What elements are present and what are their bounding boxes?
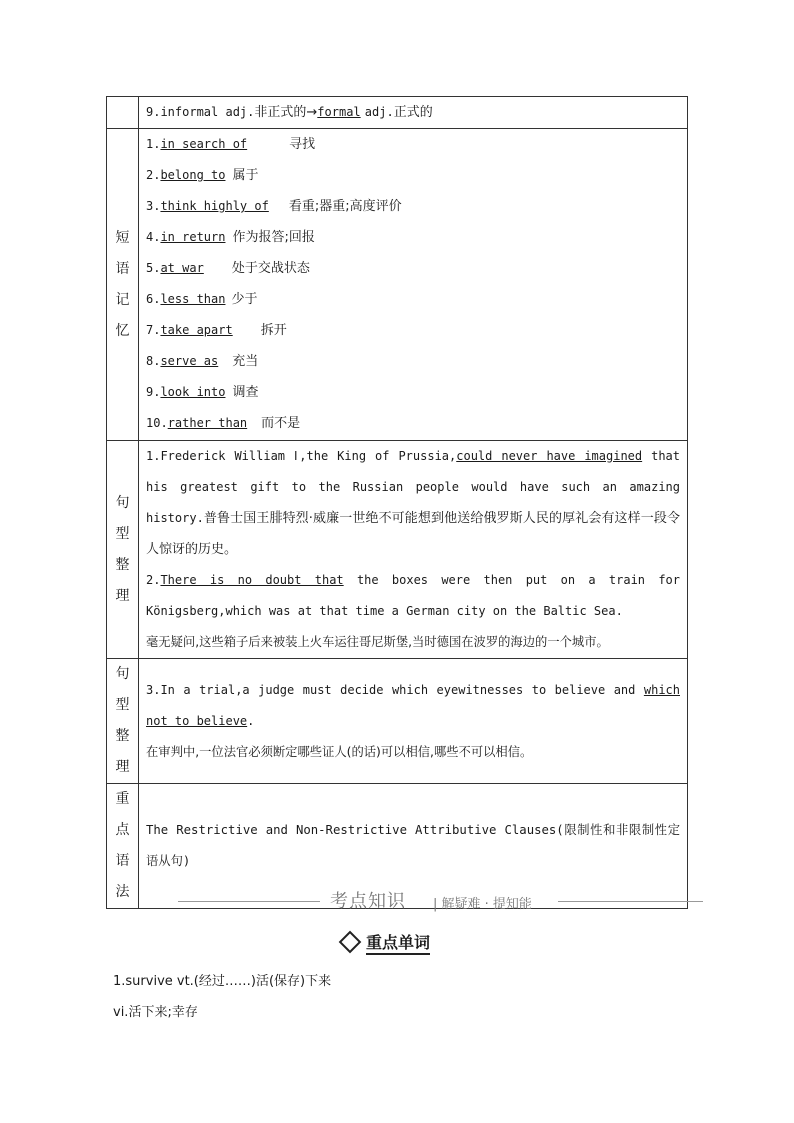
word-entry-line: vi.活下来;幸存	[113, 1005, 198, 1020]
phrase-chinese: 作为报答;回报	[232, 230, 315, 245]
entry-english-2: adj.	[364, 105, 394, 119]
phrase-number: 6.	[146, 292, 161, 306]
sentence-translation: 在审判中,一位法官必须断定哪些证人(的话)可以相信,哪些不可以相信。	[146, 744, 533, 759]
sentence-text: .	[247, 713, 255, 728]
entry-chinese: 非正式的	[254, 105, 307, 120]
grammar-label-cell	[107, 784, 139, 909]
phrase-chinese: 而不是	[261, 416, 301, 431]
grammar-label: 重点语法	[115, 791, 130, 900]
phrase-item	[146, 191, 680, 222]
phrase-item	[146, 253, 680, 284]
phrase-english: rather than	[167, 416, 248, 430]
phrase-number: 8.	[146, 354, 161, 368]
table-row	[107, 97, 688, 129]
phrase-english: look into	[160, 385, 226, 399]
phrase-english: less than	[160, 292, 226, 306]
section-divider	[178, 887, 703, 915]
grammar-text: The Restrictive and Non-Restrictive Attributive Clauses(限制性和非限制性定语从句)	[146, 823, 680, 868]
vocab-table	[106, 96, 688, 909]
sentence-text: that his greatest gift to the Russian people would have such an amazing history.	[146, 449, 680, 525]
phrase-chinese: 看重;器重;高度评价	[288, 199, 402, 214]
word-entry-line: 1.survive vt.(经过……)活(保存)下来	[113, 974, 332, 989]
sentence-answer: There is no doubt that	[160, 573, 344, 587]
phrase-item	[146, 284, 680, 315]
phrase-item	[146, 346, 680, 377]
phrase-english: in search of	[160, 137, 248, 151]
phrase-item	[146, 222, 680, 253]
sentence-translation: 普鲁士国王腓特烈·威廉一世绝不可能想到他送给俄罗斯人民的厚礼会有这样一段令人惊讶的历史。	[146, 511, 680, 557]
arrow-icon: →	[306, 105, 318, 120]
sentence-text: 2.	[146, 573, 161, 587]
section-title: 重点单词	[366, 933, 430, 955]
sentences-cell-2	[139, 659, 688, 784]
divider-subtitle: | 解疑难 · 提知能	[433, 897, 532, 912]
sentence-3	[146, 675, 680, 737]
table-row	[107, 129, 688, 441]
phrase-number: 2.	[146, 168, 161, 182]
phrases-cell	[139, 129, 688, 441]
phrase-chinese: 充当	[232, 354, 259, 369]
phrase-english: in return	[160, 230, 226, 244]
entry-chinese-2: 正式的	[393, 105, 433, 120]
sentence-text: 1.Frederick William Ⅰ,the King of Prussia,	[146, 449, 457, 463]
row-label-empty	[107, 97, 139, 129]
phrase-number: 3.	[146, 199, 161, 213]
table-row	[107, 659, 688, 784]
phrase-item	[146, 160, 680, 191]
phrase-english: belong to	[160, 168, 226, 182]
word-entry-9	[146, 97, 680, 128]
divider-title: 考点知识	[330, 891, 406, 912]
sentences-label-cell	[107, 441, 139, 659]
sentences2-label-cell	[107, 659, 139, 784]
entry-answer: formal	[317, 105, 361, 119]
sentence-1	[146, 441, 680, 565]
sentence-2	[146, 565, 680, 627]
sentences-cell-1	[139, 441, 688, 659]
phrase-item	[146, 129, 680, 160]
entry-number: 9.	[146, 105, 161, 119]
phrase-english: think highly of	[160, 199, 269, 213]
phrase-chinese: 调查	[232, 385, 259, 400]
divider-rule-left	[178, 901, 320, 902]
table-row	[107, 441, 688, 659]
phrase-item	[146, 377, 680, 408]
phrases-label: 短语记忆	[115, 229, 130, 339]
sentences-label: 句型整理	[115, 666, 130, 775]
phrase-number: 4.	[146, 230, 161, 244]
phrase-chinese: 属于	[232, 168, 259, 183]
phrase-number: 10.	[146, 416, 168, 430]
phrase-chinese: 拆开	[260, 323, 287, 338]
sentence-translation: 毫无疑问,这些箱子后来被装上火车运往哥尼斯堡,当时德国在波罗的海边的一个城市。	[146, 635, 609, 649]
phrase-item	[146, 408, 680, 439]
phrase-chinese: 寻找	[289, 137, 316, 152]
sentence-answer: which not to believe	[146, 682, 680, 728]
phrase-number: 1.	[146, 137, 161, 151]
sentences-label: 句型整理	[115, 494, 130, 604]
diamond-icon	[339, 930, 362, 953]
sentence-text: 3.In a trial,a judge must decide which eyewitnesses to believe and	[146, 682, 644, 697]
phrase-english: take apart	[160, 323, 233, 337]
phrase-chinese: 处于交战状态	[231, 261, 310, 276]
entry-english: informal adj.	[160, 105, 255, 119]
phrase-number: 7.	[146, 323, 161, 337]
phrases-label-cell	[107, 129, 139, 441]
phrase-english: at war	[160, 261, 204, 275]
phrase-item	[146, 315, 680, 346]
word-row-cell	[139, 97, 688, 129]
phrase-number: 9.	[146, 385, 161, 399]
phrase-number: 5.	[146, 261, 161, 275]
sentence-text: the boxes were then put on a train for Königsberg,which was at that time a German city on the Baltic Sea.	[146, 573, 680, 618]
divider-rule-right	[558, 901, 703, 902]
sentence-answer: could never have imagined	[456, 449, 643, 463]
phrase-chinese: 少于	[231, 292, 258, 307]
section-heading	[342, 930, 430, 953]
phrase-english: serve as	[160, 354, 219, 368]
